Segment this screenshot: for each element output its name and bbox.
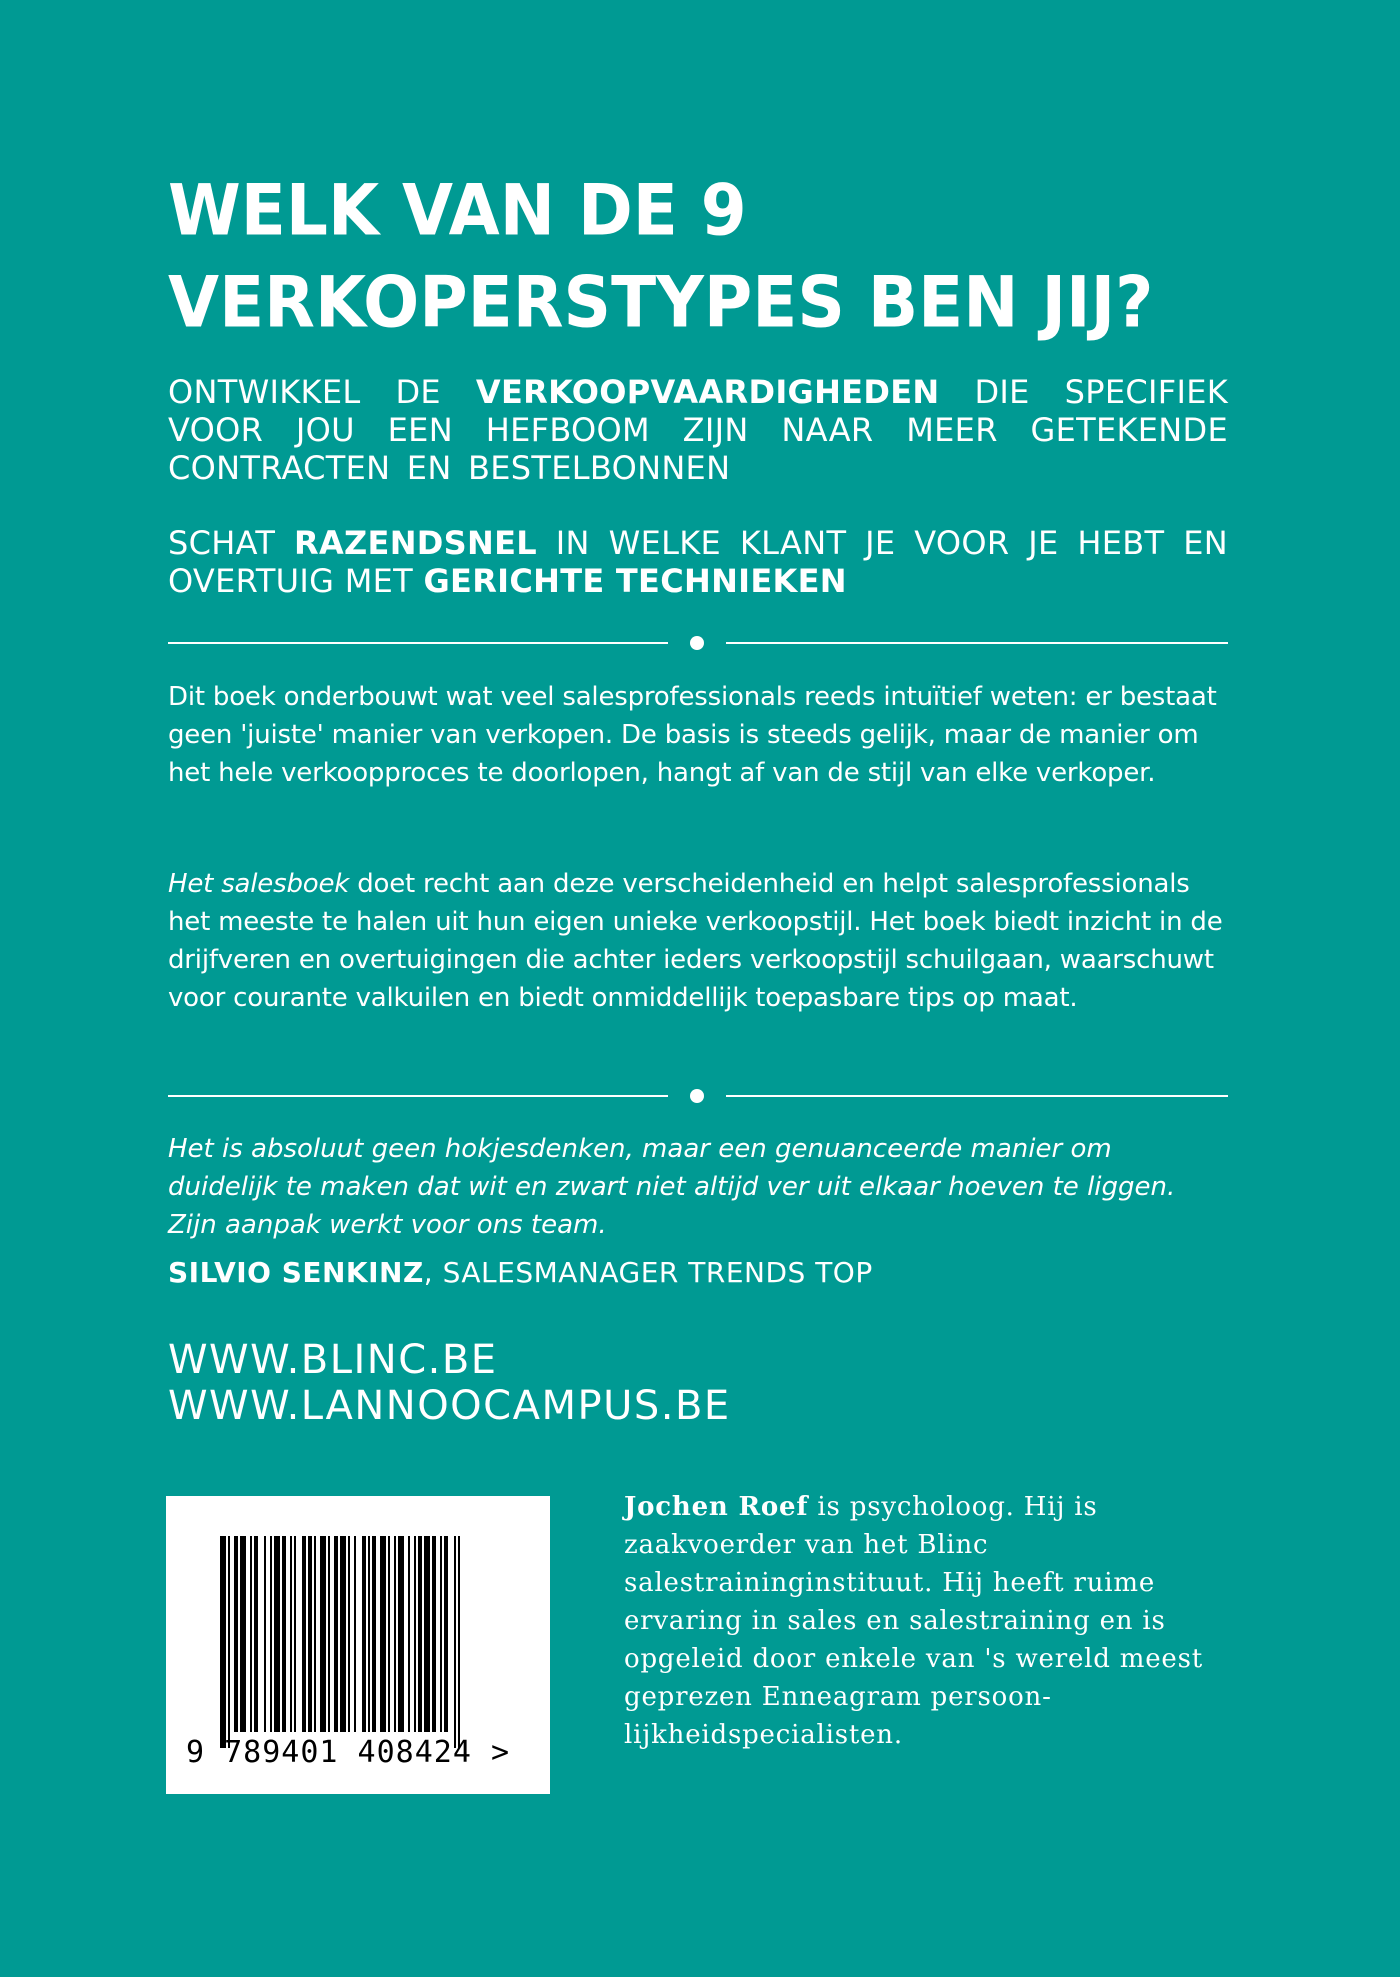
barcode-bar (380, 1536, 386, 1732)
testimonial-role: , SALESMANAGER TRENDS TOP (423, 1256, 873, 1289)
barcode-bar (240, 1536, 246, 1732)
barcode-bar (274, 1536, 280, 1732)
barcode-bar (368, 1536, 370, 1732)
isbn-barcode (166, 1496, 550, 1794)
tagline-techniques-bold-1: RAZENDSNEL (294, 524, 537, 562)
tagline-skills-text-1: ONTWIKKEL DE (168, 373, 476, 411)
barcode-bar (264, 1536, 266, 1732)
barcode-bar (348, 1536, 350, 1732)
tagline-techniques-text-2: IN WELKE KLANT JE VOOR JE HEBT EN OVERTUIG MET (168, 524, 1228, 600)
barcode-bar (372, 1536, 376, 1732)
websites (168, 1337, 1228, 1429)
tagline-techniques-text-1: SCHAT (168, 524, 295, 562)
back-cover (168, 0, 1228, 1977)
barcode-bar (444, 1536, 448, 1732)
barcode-bar (414, 1536, 416, 1732)
barcode-bar (254, 1536, 258, 1732)
barcode-bar (302, 1536, 306, 1732)
author-name: Jochen Roef (624, 1492, 809, 1522)
barcode-bar (250, 1536, 252, 1732)
description-paragraph-1: Dit boek onderbouwt wat veel salesprofessionals reeds intuïtief weten: er bestaat geen 'juiste' manier van verkopen. De basis is steeds gelijk, maar de manier om het hele verkoopproces te doorlopen, hangt af van de stijl van elke verkoper. (168, 682, 1217, 788)
divider-dot-icon (690, 636, 704, 650)
barcode-bar (432, 1536, 436, 1732)
barcode-bar (282, 1536, 286, 1732)
barcode-bar (334, 1536, 338, 1732)
barcode-bar (290, 1536, 292, 1732)
barcode-bar (398, 1536, 404, 1732)
divider (168, 636, 1228, 650)
testimonial-quote: Het is absoluut geen hokjesdenken, maar een genuanceerde manier om duidelijk te maken dat wit en zwart niet altijd ver uit elkaar hoeven te liggen. Zijn aanpak werkt voor ons team. (168, 1134, 1176, 1240)
divider-rule-left (168, 642, 668, 644)
barcode-bar (408, 1536, 410, 1732)
barcode-bar (454, 1536, 456, 1748)
divider-rule-left (168, 1095, 668, 1097)
tagline-techniques-bold-2: GERICHTE TECHNIEKEN (423, 562, 847, 600)
barcode-bar (440, 1536, 442, 1732)
divider-rule-right (726, 1095, 1228, 1097)
barcode-bar (234, 1536, 238, 1732)
barcode-bar (458, 1536, 460, 1748)
tagline-skills-bold: VERKOOPVAARDIGHEDEN (475, 373, 940, 411)
barcode-digits: 9 789401 408424 > (186, 1735, 511, 1770)
barcode-bar (294, 1536, 296, 1732)
website-blinc: WWW.BLINC.BE (168, 1337, 498, 1383)
divider-dot-icon (690, 1089, 704, 1103)
testimonial-name: SILVIO SENKINZ (168, 1256, 424, 1289)
barcode-bar (362, 1536, 366, 1732)
description-paragraph-2 (168, 865, 1228, 1017)
barcode-bar (424, 1536, 430, 1732)
testimonial-attribution (168, 1254, 1228, 1292)
website-lannoocampus: WWW.LANNOOCAMPUS.BE (168, 1383, 731, 1429)
author-bio (624, 1488, 1234, 1754)
barcode-bar (228, 1536, 230, 1748)
barcode-bar (354, 1536, 356, 1732)
barcode-bar (314, 1536, 316, 1732)
book-title: Het salesboek (168, 869, 350, 899)
barcode-bar (220, 1536, 226, 1748)
barcode-bar (394, 1536, 396, 1732)
tagline-skills (168, 373, 1228, 487)
barcode-bar (340, 1536, 346, 1732)
divider (168, 1089, 1228, 1103)
headline-line-2: VERKOPERSTYPES BEN JIJ? (168, 261, 1154, 344)
headline (168, 165, 1248, 349)
barcode-bar (418, 1536, 422, 1732)
description-paragraph-2-text: doet recht aan deze verscheidenheid en helpt salesprofessionals het meeste te halen uit hun eigen unieke verkoopstijl. Het boek biedt inzicht in de drijfveren en overtuigingen die achter ieders verkoopstijl schuilgaan, waarschuwt voor courante valkuilen en biedt onmiddellijk toepasbare tips op maat. (168, 869, 1223, 1013)
author-bio-text: is psycholoog. Hij is zaakvoerder van het Blinc salestraininginstituut. Hij heeft ruime ervaring in sales en salestraining en is opgeleid door enkele van 's wereld meest geprezen Enneagram persoonlijkheidspecialisten. (624, 1492, 1203, 1750)
barcode-bar (328, 1536, 330, 1732)
headline-line-1: WELK VAN DE 9 (168, 169, 747, 252)
tagline-techniques (168, 524, 1228, 600)
barcode-bar (388, 1536, 390, 1732)
barcode-bar (308, 1536, 312, 1732)
barcode-bar (270, 1536, 272, 1732)
tagline-skills-text-2: DIE SPECIFIEK VOOR JOU EEN HEFBOOM ZIJN NAAR MEER GETEKENDE CONTRACTEN EN BESTELBONNEN (168, 373, 1228, 487)
divider-rule-right (726, 642, 1228, 644)
barcode-bar (320, 1536, 326, 1732)
